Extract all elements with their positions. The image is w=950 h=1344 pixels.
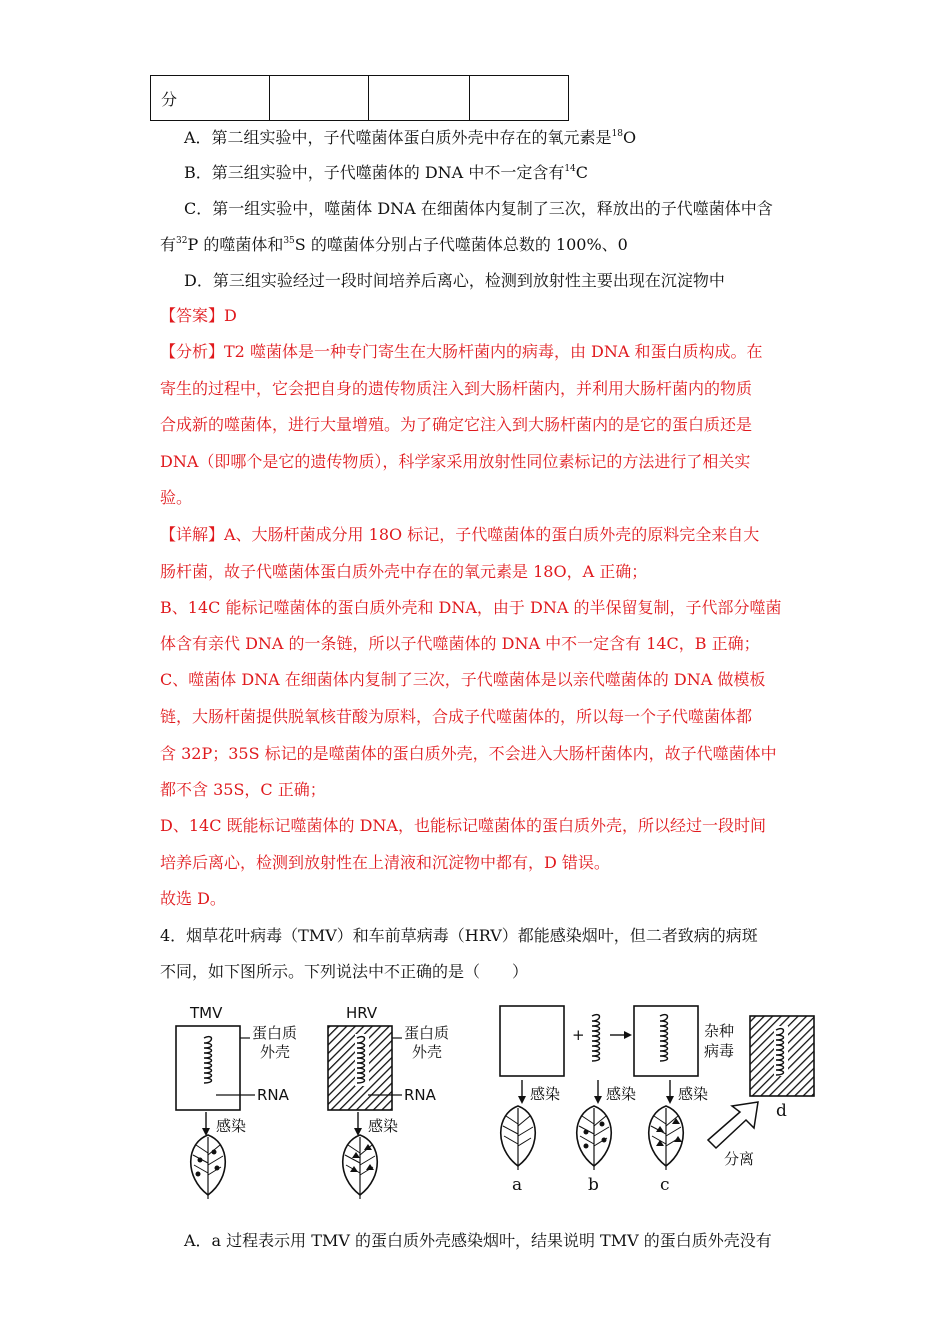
infect-label: 感染 xyxy=(606,1085,637,1103)
leaf-icon xyxy=(343,1135,378,1199)
analysis-line: 【分析】T2 噬菌体是一种专门寄生在大肠杆菌内的病毒，由 DNA 和蛋白质构成。在 xyxy=(160,342,763,361)
hybrid-box xyxy=(634,1006,698,1076)
plus-sign: + xyxy=(572,1026,585,1044)
virus-infection-figure xyxy=(160,1000,820,1205)
infect-label: 感染 xyxy=(368,1117,399,1135)
detail-line: 链，大肠杆菌提供脱氧核苷酸为原料，合成子代噬菌体的，所以每一个子代噬菌体都 xyxy=(160,707,753,726)
detail-line: C、噬菌体 DNA 在细菌体内复制了三次，子代噬菌体是以亲代噬菌体的 DNA 做模板 xyxy=(160,670,766,689)
tmv-label: TMV xyxy=(190,1004,223,1022)
hybrid-label-1: 杂种 xyxy=(704,1022,735,1040)
separate-arrow xyxy=(708,1102,758,1148)
infect-label: 感染 xyxy=(216,1117,247,1135)
option-d: D．第三组实验经过一段时间培养后离心，检测到放射性主要出现在沉淀物中 xyxy=(184,271,725,290)
detail-line: 【详解】A、大肠杆菌成分用 18O 标记，子代噬菌体的蛋白质外壳的原料完全来自大 xyxy=(160,525,760,544)
label-c: c xyxy=(660,1175,670,1195)
label-d: d xyxy=(776,1101,787,1121)
label-protein-2: 外壳 xyxy=(260,1043,291,1061)
detail-line: D、14C 既能标记噬菌体的 DNA，也能标记噬菌体的蛋白质外壳，所以经过一段时间 xyxy=(160,816,766,835)
question-4-line1: 4．烟草花叶病毒（TMV）和车前草病毒（HRV）都能感染烟叶，但二者致病的病斑 xyxy=(160,926,758,945)
leaf-icon xyxy=(577,1106,612,1170)
experiment-table-fragment xyxy=(150,75,569,121)
label-protein-2: 外壳 xyxy=(412,1043,443,1061)
protein-shell-box xyxy=(500,1006,564,1076)
detail-line: 含 32P；35S 标记的是噬菌体的蛋白质外壳，不会进入大肠杆菌体内，故子代噬菌体中 xyxy=(160,744,777,763)
option-b: B．第三组实验中，子代噬菌体的 DNA 中不一定含有$^{14}$C xyxy=(184,163,589,182)
table-cell: 分 xyxy=(151,76,270,121)
rna-coil xyxy=(592,1015,600,1061)
analysis-line: 合成新的噬菌体，进行大量增殖。为了确定它注入到大肠杆菌内的是它的蛋白质还是 xyxy=(160,415,753,434)
detail-line: 体含有亲代 DNA 的一条链，所以子代噬菌体的 DNA 中不一定含有 14C，B 正确； xyxy=(160,634,760,653)
question-4-line2: 不同，如下图所示。下列说法中不正确的是（ ） xyxy=(160,962,529,981)
table-row xyxy=(151,76,569,121)
question-4-option-a: A．a 过程表示用 TMV 的蛋白质外壳感染烟叶，结果说明 TMV 的蛋白质外壳没有 xyxy=(184,1231,772,1250)
label-protein-1: 蛋白质 xyxy=(252,1024,298,1042)
label-rna: RNA xyxy=(257,1086,289,1104)
analysis-line: DNA（即哪个是它的遗传物质），科学家采用放射性同位素标记的方法进行了相关实 xyxy=(160,452,751,471)
analysis-line: 验。 xyxy=(160,488,193,507)
table-cell xyxy=(369,76,470,121)
detail-line: 肠杆菌，故子代噬菌体蛋白质外壳中存在的氧元素是 18O，A 正确； xyxy=(160,562,648,581)
hrv-label: HRV xyxy=(346,1004,378,1022)
separate-label: 分离 xyxy=(724,1150,755,1168)
infect-label: 感染 xyxy=(530,1085,561,1103)
analysis-line: 寄生的过程中，它会把自身的遗传物质注入到大肠杆菌内，并利用大肠杆菌内的物质 xyxy=(160,379,753,398)
detail-line: B、14C 能标记噬菌体的蛋白质外壳和 DNA，由于 DNA 的半保留复制，子代部分噬菌 xyxy=(160,598,782,617)
label-protein-1: 蛋白质 xyxy=(404,1024,450,1042)
detail-line: 故选 D。 xyxy=(160,889,226,908)
hybrid-label-2: 病毒 xyxy=(704,1042,735,1060)
label-b: b xyxy=(588,1175,599,1195)
label-rna: RNA xyxy=(404,1086,436,1104)
option-a: A．第二组实验中，子代噬菌体蛋白质外壳中存在的氧元素是$^{18}$O xyxy=(184,128,637,147)
detail-line: 都不含 35S，C 正确； xyxy=(160,780,326,799)
leaf-icon xyxy=(191,1135,226,1199)
option-c-line2: 有$^{32}$P 的噬菌体和$^{35}$S 的噬菌体分别占子代噬菌体总数的 100%、0 xyxy=(160,235,628,254)
table-cell xyxy=(270,76,369,121)
option-c-line1: C．第一组实验中，噬菌体 DNA 在细菌体内复制了三次，释放出的子代噬菌体中含 xyxy=(184,199,773,218)
detail-line: 培养后离心，检测到放射性在上清液和沉淀物中都有，D 错误。 xyxy=(160,853,610,872)
infect-label: 感染 xyxy=(678,1085,709,1103)
label-a: a xyxy=(512,1175,523,1195)
leaf-icon xyxy=(501,1106,536,1170)
table-cell xyxy=(470,76,569,121)
answer-line: 【答案】D xyxy=(160,306,237,325)
